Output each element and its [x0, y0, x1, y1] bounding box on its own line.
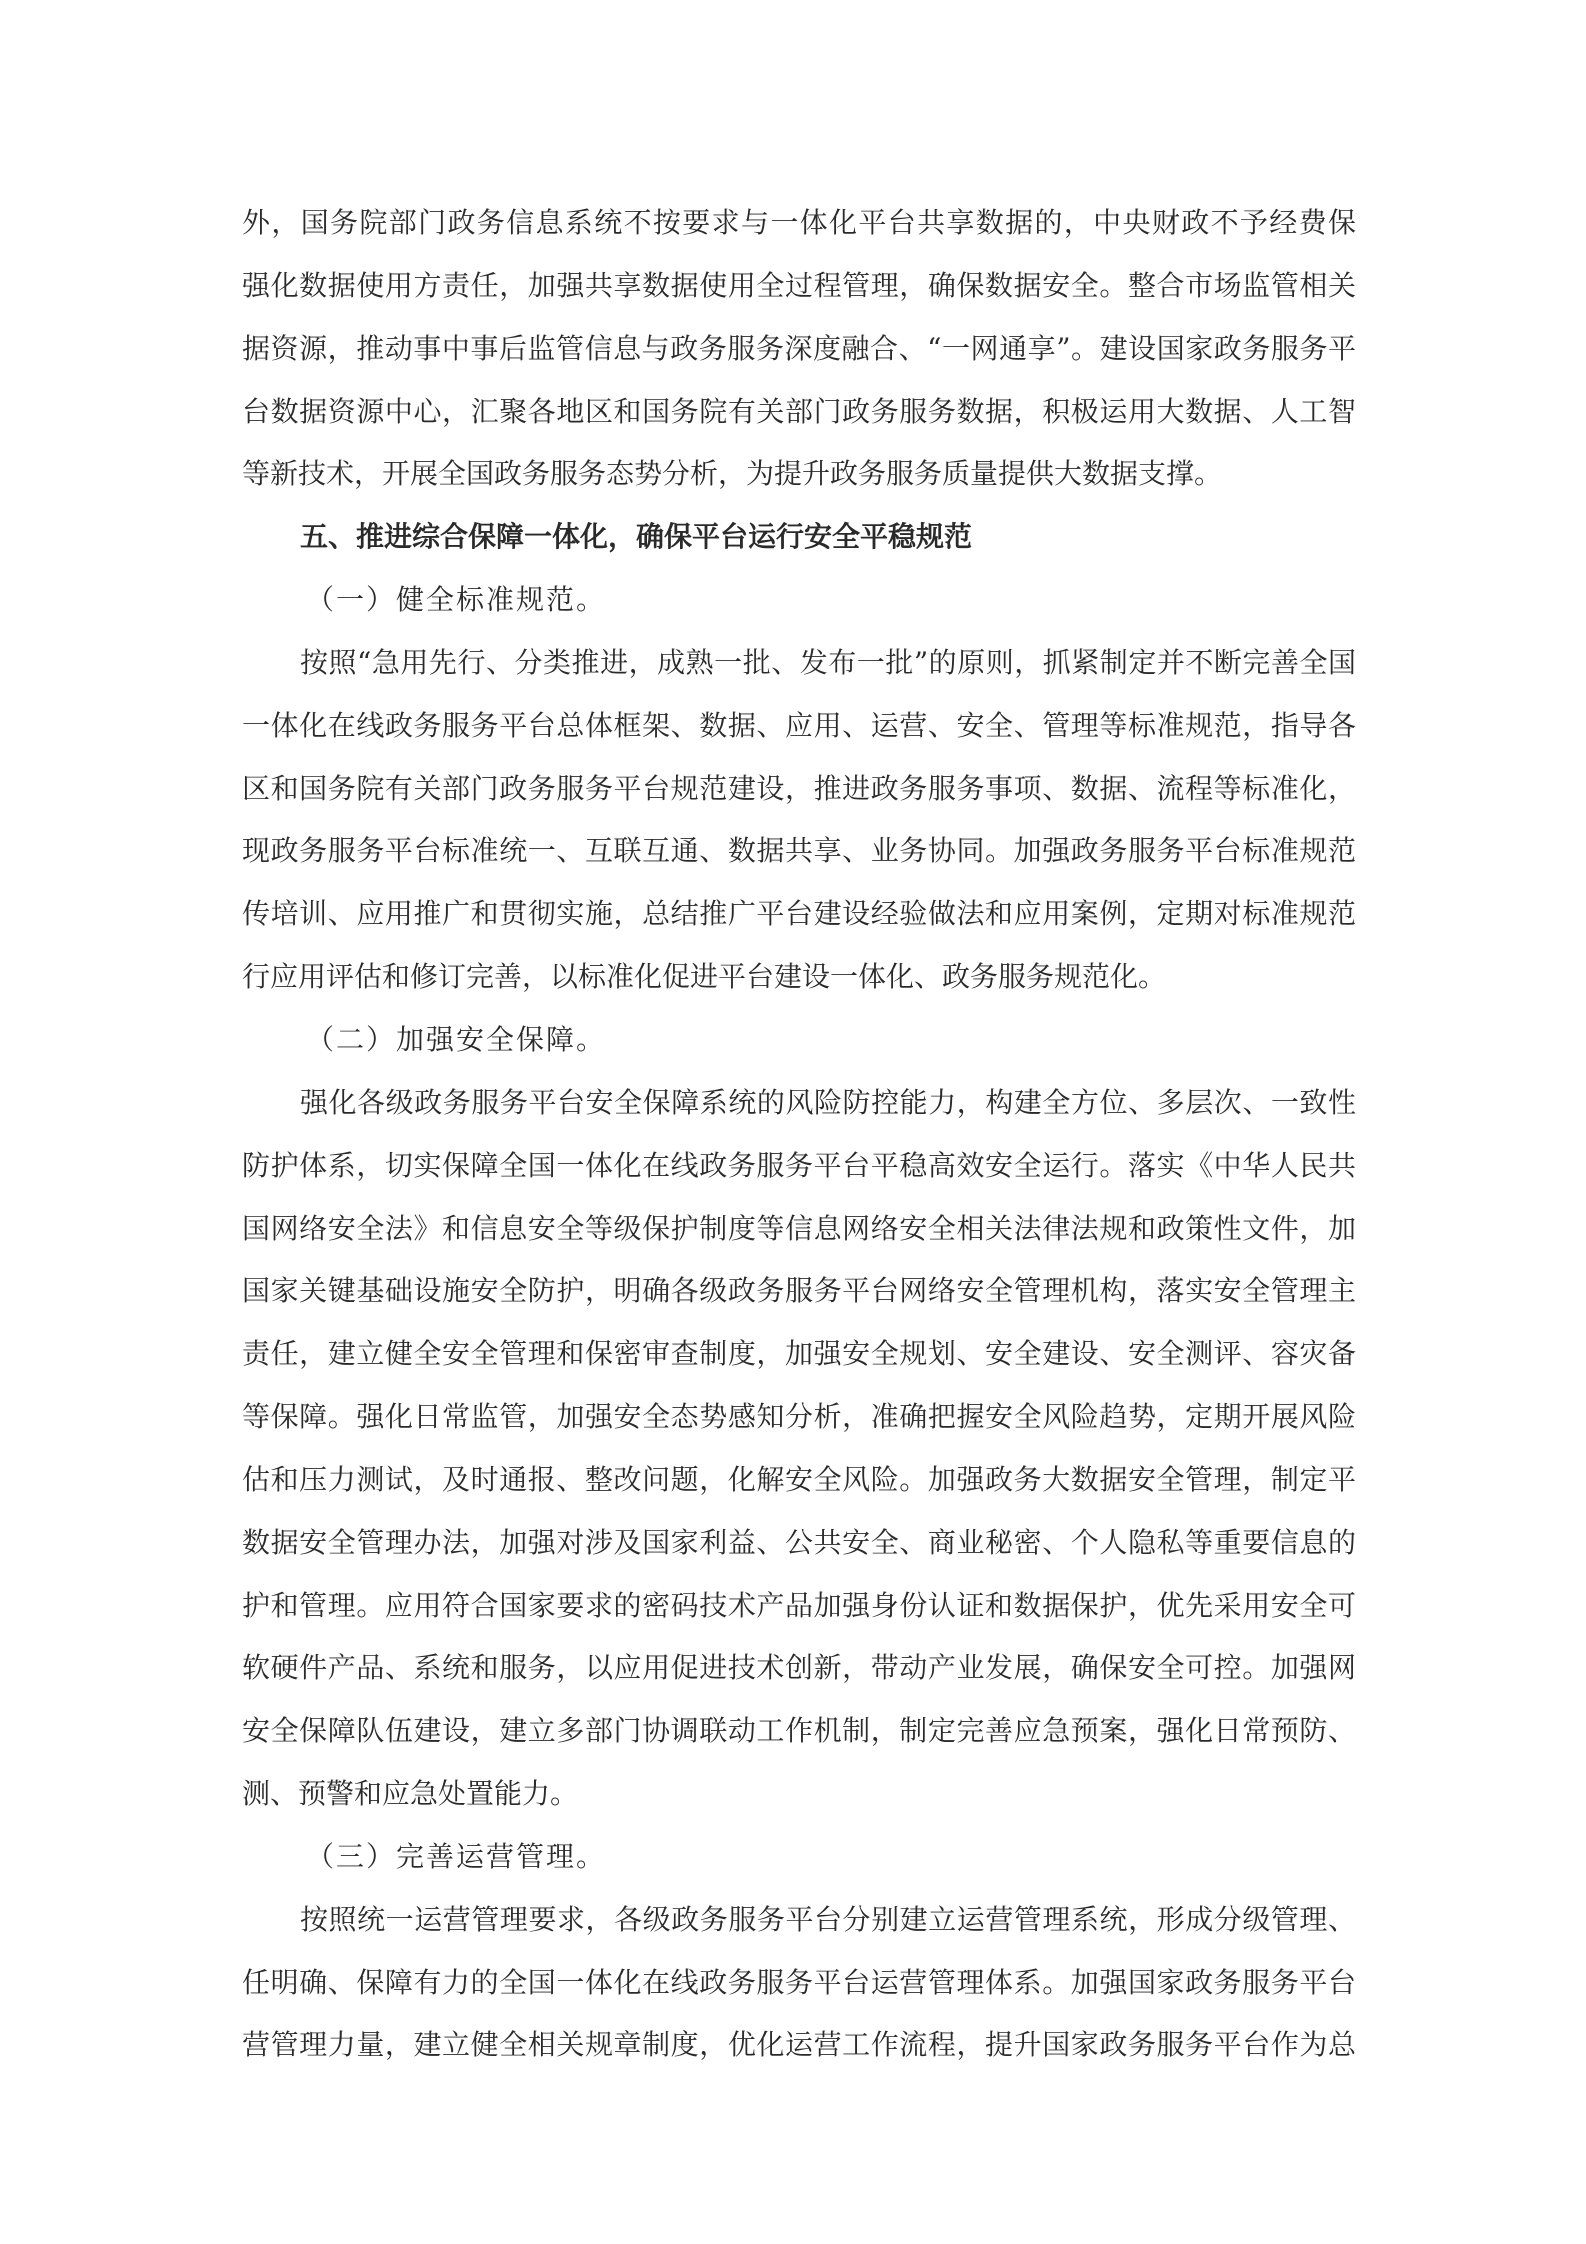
section-heading: 五、推进综合保障一体化，确保平台运行安全平稳规范 — [300, 520, 973, 554]
paragraph — [242, 632, 1356, 1009]
text-line: 护和管理。应用符合国家要求的密码技术产品加强身份认证和数据保护，优先采用安全可 — [242, 1588, 1356, 1622]
subheading: （一）健全标准规范。 — [306, 583, 607, 617]
text-line: 估和压力测试，及时通报、整改问题，化解安全风险。加强政务大数据安全管理，制定平 — [242, 1462, 1356, 1496]
text-line: 测、预警和应急处置能力。 — [242, 1777, 579, 1811]
text-line: 一体化在线政务服务平台总体框架、数据、应用、运营、安全、管理等标准规范，指导各 — [242, 708, 1356, 742]
text-line: 传培训、应用推广和贯彻实施，总结推广平台建设经验做法和应用案例，定期对标准规范 — [242, 897, 1356, 931]
text-line: 按照统一运营管理要求，各级政务服务平台分别建立运营管理系统，形成分级管理、 — [300, 1902, 1356, 1936]
text-line: 现政务服务平台标准统一、互联互通、数据共享、业务协同。加强政务服务平台标准规范 — [242, 834, 1356, 868]
text-line: 台数据资源中心，汇聚各地区和国务院有关部门政务服务数据，积极运用大数据、人工智 — [242, 394, 1356, 428]
paragraph — [242, 1889, 1356, 2078]
subheading: （二）加强安全保障。 — [306, 1022, 607, 1056]
document-page — [242, 192, 1356, 2077]
text-line: 据资源，推动事中事后监管信息与政务服务深度融合、“一网通享”。建设国家政务服务平 — [242, 331, 1356, 365]
text-line: 国家关键基础设施安全防护，明确各级政务服务平台网络安全管理机构，落实安全管理主 — [242, 1274, 1356, 1308]
paragraph — [242, 192, 1356, 506]
text-line: 等保障。强化日常监管，加强安全态势感知分析，准确把握安全风险趋势，定期开展风险 — [242, 1400, 1356, 1434]
text-line: 责任，建立健全安全管理和保密审查制度，加强安全规划、安全建设、安全测评、容灾备 — [242, 1337, 1356, 1371]
text-line: 区和国务院有关部门政务服务平台规范建设，推进政务服务事项、数据、流程等标准化， — [242, 771, 1356, 805]
paragraph — [242, 1072, 1356, 1826]
text-line: 强化各级政务服务平台安全保障系统的风险防控能力，构建全方位、多层次、一致性 — [300, 1085, 1356, 1119]
text-line: 防护体系，切实保障全国一体化在线政务服务平台平稳高效安全运行。落实《中华人民共 — [242, 1148, 1356, 1182]
text-line: 数据安全管理办法，加强对涉及国家利益、公共安全、商业秘密、个人隐私等重要信息的 — [242, 1525, 1356, 1559]
text-line: 营管理力量，建立健全相关规章制度，优化运营工作流程，提升国家政务服务平台作为总 — [242, 2028, 1356, 2062]
subheading: （三）完善运营管理。 — [306, 1839, 607, 1873]
text-line: 任明确、保障有力的全国一体化在线政务服务平台运营管理体系。加强国家政务服务平台 — [242, 1965, 1356, 1999]
text-line: 软硬件产品、系统和服务，以应用促进技术创新，带动产业发展，确保安全可控。加强网 — [242, 1651, 1356, 1685]
text-line: 外，国务院部门政务信息系统不按要求与一体化平台共享数据的，中央财政不予经费保 — [242, 206, 1356, 239]
text-line: 安全保障队伍建设，建立多部门协调联动工作机制，制定完善应急预案，强化日常预防、 — [242, 1714, 1356, 1748]
text-line: 等新技术，开展全国政务服务态势分析，为提升政务服务质量提供大数据支撑。 — [242, 457, 1223, 491]
text-line: 按照“急用先行、分类推进，成熟一批、发布一批”的原则，抓紧制定并不断完善全国 — [300, 645, 1356, 679]
text-line: 行应用评估和修订完善，以标准化促进平台建设一体化、政务服务规范化。 — [242, 960, 1167, 994]
text-line: 强化数据使用方责任，加强共享数据使用全过程管理，确保数据安全。整合市场监管相关 — [242, 268, 1356, 302]
text-line: 国网络安全法》和信息安全等级保护制度等信息网络安全相关法律法规和政策性文件，加 — [242, 1211, 1356, 1245]
